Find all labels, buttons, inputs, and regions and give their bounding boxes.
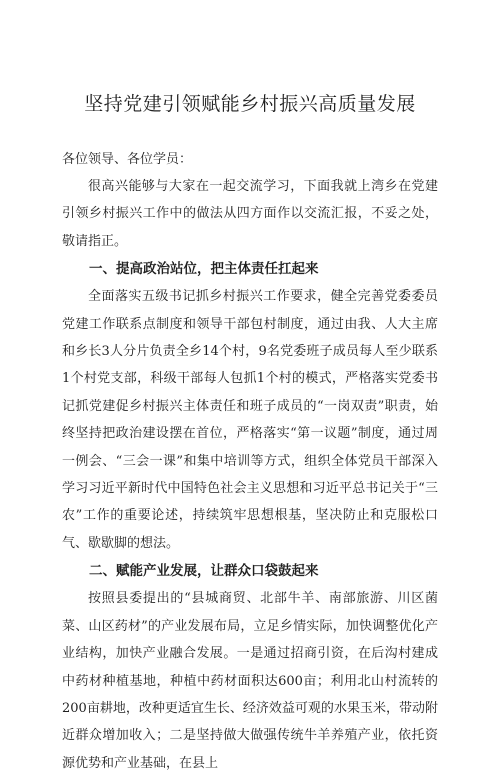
- section-2-heading: 二、赋能产业发展，让群众口袋鼓起来: [89, 563, 319, 580]
- salutation: 各位领导、各位学员：: [62, 152, 193, 167]
- section-2-body: 按照县委提出的“县城商贸、北部牛羊、南部旅游、川区菌菜、山区药材”的产业发展布局，立足乡情实际，加快调整优化产业结构，加快产业融合发展。一是通过招商引资，在后沟村建成中药材种植基地，种植中药材面积达600亩；利用北山村流转的200亩耕地，改种更适宜生长、经济效益可观的水果玉米，带动附近群众增加收入；二是坚持做大做强传统牛羊养殖产业，依托资源优势和产业基础，在县上: [62, 591, 438, 771]
- section-1-body: 全面落实五级书记抓乡村振兴工作要求，健全完善党委委员党建工作联系点制度和领导干部包村制度，通过由我、人大主席和乡长3人分片负责全乡14个村，9名党委班子成员每人至少联系1个村党支部，科级干部每人包抓1个村的模式，严格落实党委书记抓党建促乡村振兴主体责任和班子成员的“一岗双责”职责，始终坚持把政治建设摆在首位，严格落实“第一议题”制度，通过周一例会、“三会一课”和集中培训等方式，组织全体党员干部深入学习习近平新时代中国特色社会主义思想和习近平总书记关于“三农”工作的重要论述，持续筑牢思想根基，坚决防止和克服松口气、歇歇脚的想法。: [62, 289, 438, 551]
- document-title: 坚持党建引领赋能乡村振兴高质量发展: [84, 93, 416, 115]
- intro-paragraph: 很高兴能够与大家在一起交流学习，下面我就上湾乡在党建引领乡村振兴工作中的做法从四方面作以交流汇报，不妥之处，敬请指正。: [62, 179, 438, 249]
- section-1-heading: 一、提高政治站位，把主体责任扛起来: [89, 261, 319, 278]
